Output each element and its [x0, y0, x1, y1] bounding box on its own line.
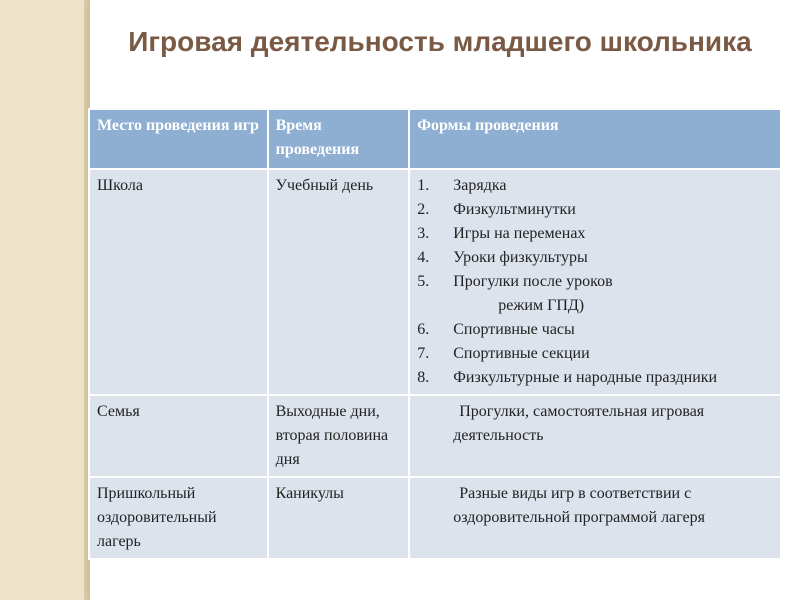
- table-row: [89, 169, 781, 395]
- list-item: [417, 198, 774, 222]
- list-text: Спортивные секции: [453, 345, 590, 362]
- table-row: [89, 395, 781, 477]
- list-item: [417, 270, 774, 294]
- forms-list: [417, 174, 774, 390]
- cell-time: Выходные дни, вторая половина дня: [268, 395, 410, 477]
- left-decorative-stripe: [0, 0, 90, 600]
- list-number: 5.: [417, 273, 430, 290]
- list-number: 4.: [417, 249, 430, 266]
- header-forms: Формы проведения: [409, 109, 781, 169]
- slide-title: Игровая деятельность младшего школьника: [128, 26, 752, 57]
- list-text: Физкультминутки: [453, 201, 576, 218]
- cell-forms: [409, 477, 781, 559]
- cell-place: Семья: [89, 395, 268, 477]
- list-item-continuation: [417, 294, 774, 318]
- cell-time: Учебный день: [268, 169, 410, 395]
- cell-time: Каникулы: [268, 477, 410, 559]
- cell-forms: [409, 395, 781, 477]
- list-item: [417, 366, 774, 390]
- header-time: Время проведения: [268, 109, 410, 169]
- list-continuation-text: режим ГПД): [498, 297, 585, 314]
- header-place: Место проведения игр: [89, 109, 268, 169]
- list-text: Прогулки после уроков: [453, 273, 613, 290]
- list-text: Уроки физкультуры: [453, 249, 588, 266]
- table-header-row: [89, 109, 781, 169]
- list-text: Физкультурные и народные праздники: [453, 369, 718, 386]
- cell-place: Пришкольный оздоровительный лагерь: [89, 477, 268, 559]
- list-number: 6.: [417, 321, 430, 338]
- list-text: Спортивные часы: [453, 321, 575, 338]
- cell-forms: [409, 169, 781, 395]
- list-number: 8.: [417, 369, 430, 386]
- list-number: 1.: [417, 177, 430, 194]
- table-row: [89, 477, 781, 559]
- forms-text: Разные виды игр в соответствии с оздоровительной программой лагеря: [453, 485, 705, 526]
- list-item: [417, 318, 774, 342]
- list-item: [417, 342, 774, 366]
- list-number: 7.: [417, 345, 430, 362]
- list-number: 2.: [417, 201, 430, 218]
- forms-text: Прогулки, самостоятельная игровая деятельность: [453, 403, 705, 444]
- activities-table: [88, 108, 782, 560]
- cell-place: Школа: [89, 169, 268, 395]
- list-text: Игры на переменах: [453, 225, 586, 242]
- list-item: [417, 174, 774, 198]
- list-item: [417, 222, 774, 246]
- list-number: 3.: [417, 225, 430, 242]
- list-text: Зарядка: [453, 177, 507, 194]
- list-item: [417, 246, 774, 270]
